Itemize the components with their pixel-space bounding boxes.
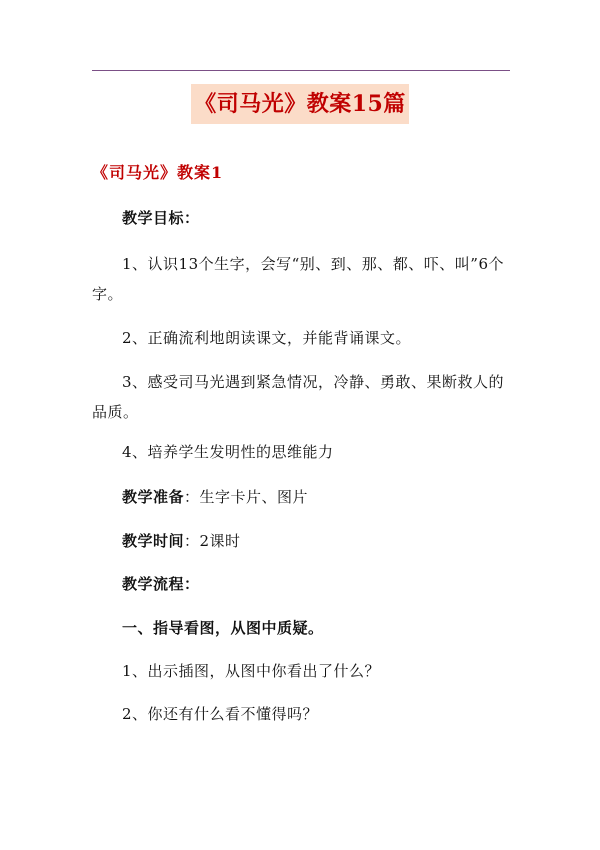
goal-2: 2、正确流利地朗读课文，并能背诵课文。 <box>122 329 412 347</box>
section-heading: 《司马光》教案1 <box>92 163 224 182</box>
goals-heading: 教学目标： <box>122 209 200 227</box>
goal-4: 4、培养学生发明性的思维能力 <box>122 443 334 461</box>
step-1: 1、出示插图，从图中你看出了什么？ <box>122 662 381 680</box>
title-container <box>0 84 600 124</box>
goal-1: 1、认识13个生字，会写“别、到、那、都、吓、叫”6个字。 <box>92 255 505 303</box>
step-heading: 一、指导看图，从图中质疑。 <box>122 619 324 637</box>
document-title: 《司马光》教案15篇 <box>191 84 409 124</box>
time-value: ：2课时 <box>184 532 241 550</box>
process-heading: 教学流程： <box>122 575 200 593</box>
goal-3: 3、感受司马光遇到紧急情况，冷静、勇敢、果断救人的品质。 <box>92 373 505 421</box>
prep-label: 教学准备 <box>122 488 185 506</box>
time-label: 教学时间 <box>122 532 185 550</box>
step-2: 2、你还有什么看不懂得吗？ <box>122 705 319 723</box>
header-rule <box>92 70 510 71</box>
time-line <box>92 526 510 556</box>
prep-line <box>92 482 510 512</box>
prep-value: ：生字卡片、图片 <box>184 488 309 506</box>
